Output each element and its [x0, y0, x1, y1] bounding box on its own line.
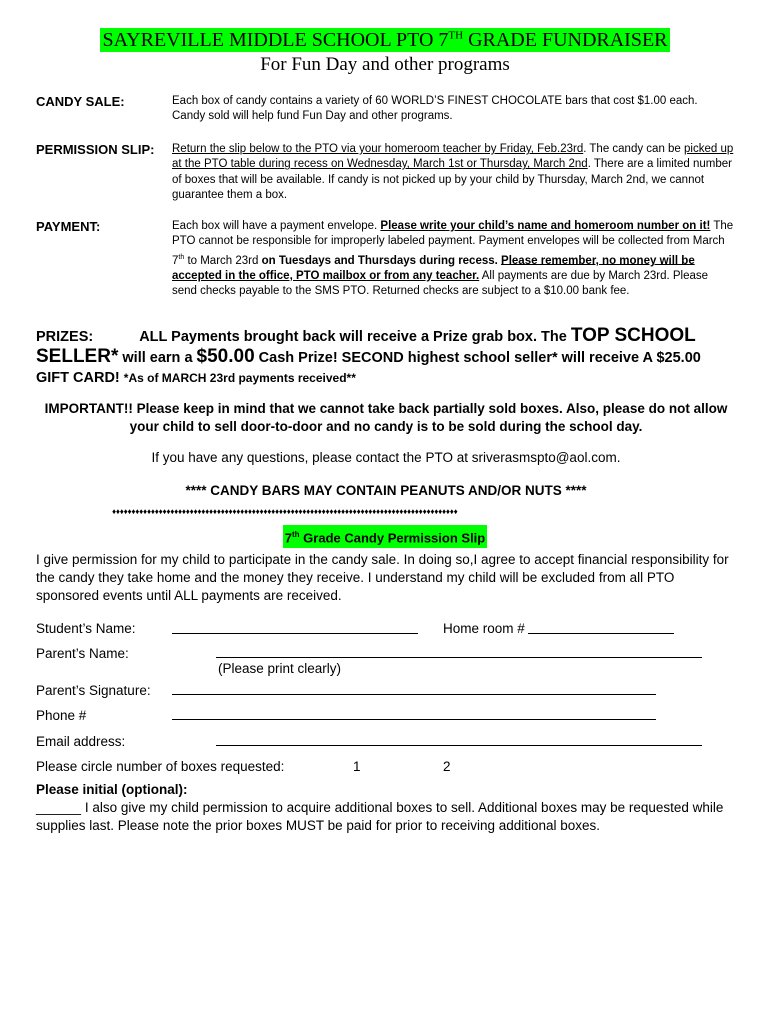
initial-paragraph: ______ I also give my child permission to acquire additional boxes to sell. Additional boxes may be requested while supplies last. Please note the prior boxes MUST be paid for prior to receiving additional boxes.	[36, 800, 724, 833]
payment-text: Each box will have a payment envelope. Please write your child’s name and homeroom number on it! The PTO cannot be responsible for improperly labeled payment. Payment envelopes will be collected from March 7th to March 23rd on Tuesdays and Thursdays during recess. Please remember, no money will be accepted in the office, PTO mailbox or from any teacher. All payments are due by March 23rd. Please send checks payable to the SMS PTO. Returned checks are subject to a $10.00 bank fee.	[172, 220, 734, 298]
parent-name-label: Parent’s Name:	[36, 646, 129, 661]
title-highlight: SAYREVILLE MIDDLE SCHOOL PTO 7TH GRADE FUNDRAISER	[102, 29, 668, 51]
prizes-label: PRIZES:	[36, 329, 94, 345]
diamond-divider: ♦♦♦♦♦♦♦♦♦♦♦♦♦♦♦♦♦♦♦♦♦♦♦♦♦♦♦♦♦♦♦♦♦♦♦♦♦♦♦♦♦♦♦♦♦♦♦♦♦♦♦♦♦♦♦♦♦♦♦♦♦♦♦♦♦♦♦♦♦♦♦♦♦♦♦♦♦♦♦♦♦♦♦♦♦♦♦♦♦	[112, 507, 458, 516]
contact-text: If you have any questions, please contact the PTO at sriverasmspto@aol.com.	[151, 450, 621, 465]
homeroom-label: Home room #	[443, 621, 525, 636]
permission-slip-label: PERMISSION SLIP:	[36, 142, 155, 157]
prizes-section: PRIZES: ALL Payments brought back will receive a Prize grab box. The TOP SCHOOL SELLER* will earn a $50.00 Cash Prize! SECOND highest school seller* will receive A $25.00 GIFT CARD! *As of MARCH 23rd payments received**	[36, 325, 701, 386]
email-field[interactable]	[216, 732, 702, 746]
phone-label: Phone #	[36, 708, 87, 723]
email-label: Email address:	[36, 734, 126, 749]
slip-title: 7th Grade Candy Permission Slip	[0, 525, 770, 548]
consent-paragraph: I give permission for my child to participate in the candy sale. In doing so,I agree to accept financial responsibility for the candy they take home and the money they receive. I understand my child will be excluded from all PTO sponsored events until ALL payments are received.	[36, 552, 729, 603]
box-option-1[interactable]: 1	[353, 759, 361, 774]
parent-name-field[interactable]	[216, 644, 702, 658]
boxes-prompt: Please circle number of boxes requested:	[36, 759, 285, 774]
initial-label: Please initial (optional):	[36, 782, 188, 797]
payment-label: PAYMENT:	[36, 219, 101, 234]
allergy-warning: **** CANDY BARS MAY CONTAIN PEANUTS AND/OR NUTS ****	[185, 483, 587, 498]
homeroom-field[interactable]	[528, 620, 674, 634]
student-name-field[interactable]	[172, 620, 418, 634]
print-clearly-note: (Please print clearly)	[218, 661, 342, 676]
parent-signature-field[interactable]	[172, 681, 656, 695]
phone-field[interactable]	[172, 706, 656, 720]
student-name-label: Student’s Name:	[36, 621, 136, 636]
box-option-2[interactable]: 2	[443, 759, 451, 774]
page-title	[0, 28, 770, 52]
candy-sale-text: Each box of candy contains a variety of 60 WORLD’S FINEST CHOCOLATE bars that cost $1.00 each. Candy sold will help fund Fun Day and other programs.	[172, 95, 698, 123]
page-subtitle: For Fun Day and other programs	[260, 54, 510, 75]
initial-blank[interactable]: ______	[36, 800, 82, 815]
candy-sale-label: CANDY SALE:	[36, 94, 125, 109]
parent-signature-label: Parent’s Signature:	[36, 683, 151, 698]
permission-slip-text: Return the slip below to the PTO via your homeroom teacher by Friday, Feb.23rd. The candy can be picked up at the PTO table during recess on Wednesday, March 1st or Thursday, March 2nd. There are a limited number of boxes that will be available. If candy is not picked up by your child by Thursday, March 2nd, we cannot guarantee them a box.	[172, 143, 734, 201]
important-notice: IMPORTANT!! Please keep in mind that we cannot take back partially sold boxes. Also, please do not allow your child to sell door-to-door and no candy is to be sold during the school day.	[44, 401, 728, 434]
